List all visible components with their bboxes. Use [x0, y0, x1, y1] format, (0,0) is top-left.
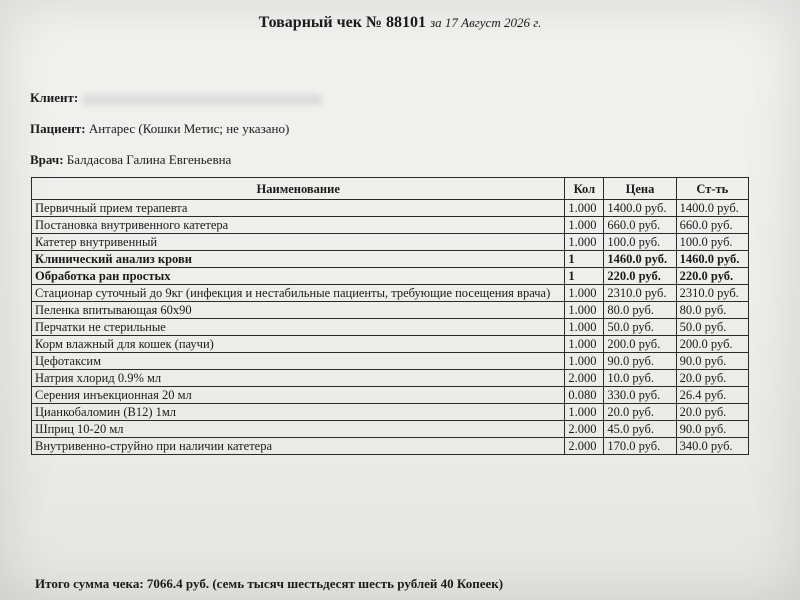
cell-name: Клинический анализ крови — [32, 251, 565, 268]
table-row — [32, 404, 749, 421]
cell-qty: 1 — [565, 268, 604, 285]
patient-line — [30, 121, 289, 137]
receipt-title-date: за 17 Август 2026 г. — [430, 15, 542, 30]
cell-price: 660.0 руб. — [604, 217, 676, 234]
cell-name: Обработка ран простых — [32, 268, 565, 285]
cell-qty: 2.000 — [565, 438, 604, 455]
cell-name: Цианкобаломин (В12) 1мл — [32, 404, 565, 421]
cell-price: 1400.0 руб. — [604, 200, 676, 217]
cell-sum: 1400.0 руб. — [676, 200, 748, 217]
cell-name: Цефотаксим — [32, 353, 565, 370]
cell-name: Перчатки не стерильные — [32, 319, 565, 336]
table-row — [32, 370, 749, 387]
table-row — [32, 200, 749, 217]
cell-qty: 1.000 — [565, 404, 604, 421]
cell-sum: 90.0 руб. — [676, 353, 748, 370]
table-row — [32, 268, 749, 285]
cell-price: 10.0 руб. — [604, 370, 676, 387]
cell-qty: 1.000 — [565, 217, 604, 234]
cell-sum: 200.0 руб. — [676, 336, 748, 353]
table-row — [32, 438, 749, 455]
table-row — [32, 387, 749, 404]
cell-sum: 20.0 руб. — [676, 404, 748, 421]
items-table — [31, 177, 749, 455]
client-name-redacted — [82, 94, 322, 105]
table-row — [32, 302, 749, 319]
cell-price: 20.0 руб. — [604, 404, 676, 421]
doctor-label: Врач: — [30, 152, 64, 167]
cell-name: Постановка внутривенного катетера — [32, 217, 565, 234]
cell-qty: 0.080 — [565, 387, 604, 404]
cell-qty: 2.000 — [565, 421, 604, 438]
cell-name: Стационар суточный до 9кг (инфекция и нестабильные пациенты, требующие посещения врача) — [32, 285, 565, 302]
table-row — [32, 353, 749, 370]
cell-name: Первичный прием терапевта — [32, 200, 565, 217]
header-sum: Ст-ть — [676, 178, 748, 200]
cell-qty: 1.000 — [565, 353, 604, 370]
cell-sum: 220.0 руб. — [676, 268, 748, 285]
cell-price: 330.0 руб. — [604, 387, 676, 404]
table-row — [32, 336, 749, 353]
cell-qty: 1 — [565, 251, 604, 268]
cell-qty: 1.000 — [565, 200, 604, 217]
cell-sum: 90.0 руб. — [676, 421, 748, 438]
cell-price: 200.0 руб. — [604, 336, 676, 353]
table-row — [32, 319, 749, 336]
receipt-total: Итого сумма чека: 7066.4 руб. (семь тысяч шестьдесят шесть рублей 40 Копеек) — [35, 576, 504, 591]
cell-name: Пеленка впитывающая 60х90 — [32, 302, 565, 319]
cell-qty: 1.000 — [565, 285, 604, 302]
header-qty: Кол — [565, 178, 604, 200]
cell-name: Катетер внутривенный — [32, 234, 565, 251]
cell-price: 90.0 руб. — [604, 353, 676, 370]
cell-qty: 1.000 — [565, 336, 604, 353]
patient-value: Антарес (Кошки Метис; не указано) — [88, 121, 290, 136]
doctor-line — [30, 152, 231, 168]
cell-sum: 20.0 руб. — [676, 370, 748, 387]
cell-qty: 1.000 — [565, 302, 604, 319]
cell-price: 1460.0 руб. — [604, 251, 676, 268]
table-row — [32, 251, 749, 268]
cell-sum: 660.0 руб. — [676, 217, 748, 234]
header-name: Наименование — [32, 178, 565, 200]
table-row — [32, 217, 749, 234]
cell-name: Серения инъекционная 20 мл — [32, 387, 565, 404]
cell-name: Шприц 10-20 мл — [32, 421, 565, 438]
cell-price: 220.0 руб. — [604, 268, 676, 285]
cell-sum: 1460.0 руб. — [676, 251, 748, 268]
doctor-value: Балдасова Галина Евгеньевна — [66, 152, 232, 167]
receipt-title — [0, 14, 800, 32]
cell-qty: 1.000 — [565, 319, 604, 336]
cell-price: 80.0 руб. — [604, 302, 676, 319]
cell-qty: 1.000 — [565, 234, 604, 251]
cell-sum: 2310.0 руб. — [676, 285, 748, 302]
cell-price: 100.0 руб. — [604, 234, 676, 251]
cell-price: 50.0 руб. — [604, 319, 676, 336]
client-label: Клиент: — [30, 90, 79, 105]
cell-name: Натрия хлорид 0.9% мл — [32, 370, 565, 387]
cell-qty: 2.000 — [565, 370, 604, 387]
table-row — [32, 234, 749, 251]
cell-sum: 80.0 руб. — [676, 302, 748, 319]
cell-price: 2310.0 руб. — [604, 285, 676, 302]
cell-sum: 50.0 руб. — [676, 319, 748, 336]
cell-sum: 340.0 руб. — [676, 438, 748, 455]
cell-name: Внутривенно-струйно при наличии катетера — [32, 438, 565, 455]
cell-sum: 100.0 руб. — [676, 234, 748, 251]
items-body — [32, 200, 749, 455]
table-row — [32, 285, 749, 302]
cell-sum: 26.4 руб. — [676, 387, 748, 404]
client-line — [30, 90, 322, 106]
cell-name: Корм влажный для кошек (паучи) — [32, 336, 565, 353]
table-header-row — [32, 178, 749, 200]
cell-price: 170.0 руб. — [604, 438, 676, 455]
table-row — [32, 421, 749, 438]
header-price: Цена — [604, 178, 676, 200]
cell-price: 45.0 руб. — [604, 421, 676, 438]
receipt-title-main: Товарный чек № 88101 — [258, 14, 427, 31]
patient-label: Пациент: — [30, 121, 86, 136]
